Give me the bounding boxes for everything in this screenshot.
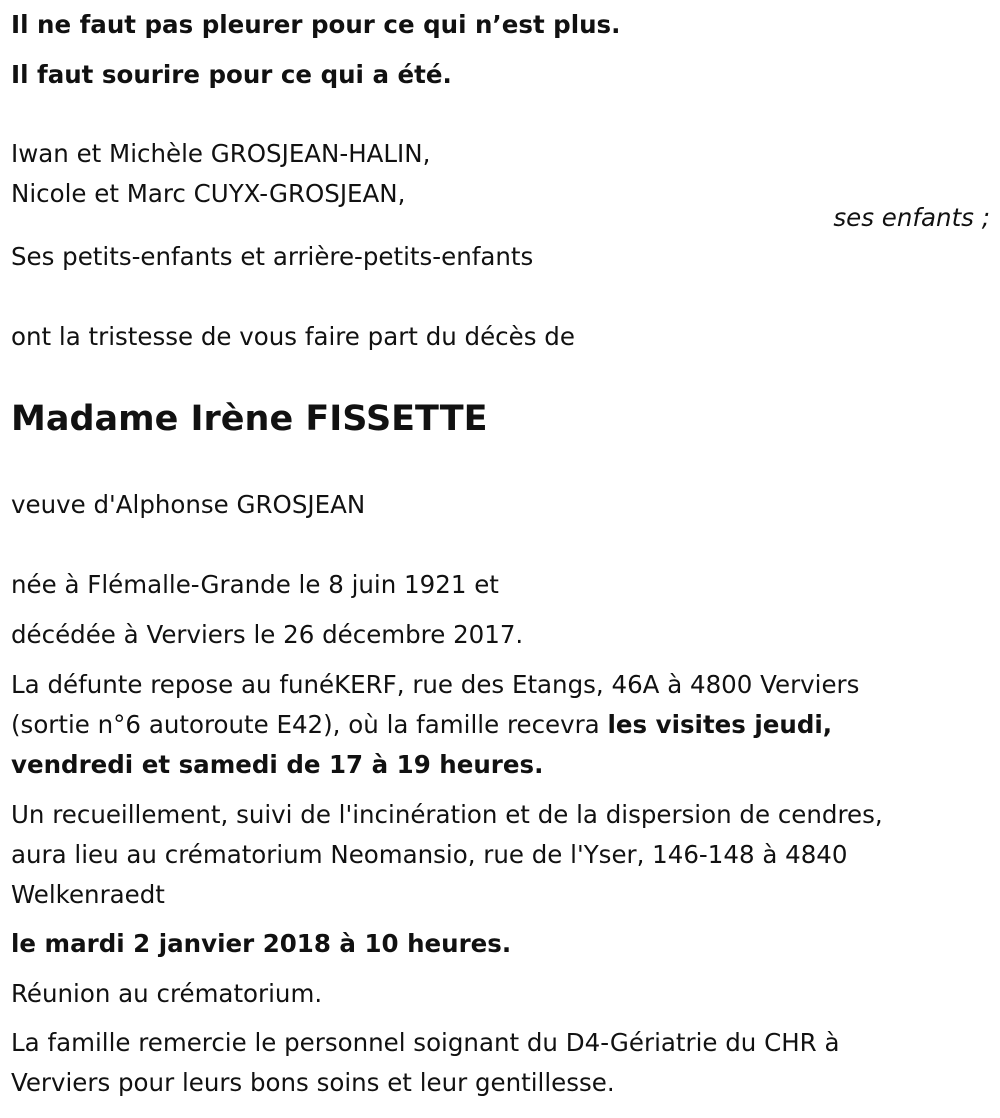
epigraph-line-1: Il ne faut pas pleurer pour ce qui n’est plus. bbox=[11, 10, 621, 39]
family-child-1: Iwan et Michèle GROSJEAN-HALIN, bbox=[11, 139, 431, 168]
children-role-label: ses enfants ; bbox=[833, 203, 990, 232]
widow-of: veuve d'Alphonse GROSJEAN bbox=[11, 490, 366, 519]
ceremony-line-1: Un recueillement, suivi de l'incinération et de la dispersion de cendres, bbox=[11, 800, 883, 829]
thanks-line-2: Verviers pour leurs bons soins et leur gentillesse. bbox=[11, 1068, 615, 1097]
ceremony-line-2: aura lieu au crématorium Neomansio, rue de l'Yser, 146-148 à 4840 bbox=[11, 840, 848, 869]
ceremony-line-3: Welkenraedt bbox=[11, 880, 165, 909]
family-grandchildren: Ses petits-enfants et arrière-petits-enfants bbox=[11, 242, 534, 271]
deceased-name: Madame Irène FISSETTE bbox=[11, 399, 488, 439]
rest-line-1: La défunte repose au funéKERF, rue des Etangs, 46A à 4800 Verviers bbox=[11, 670, 860, 699]
epigraph-line-2: Il faut sourire pour ce qui a été. bbox=[11, 60, 452, 89]
ceremony-date: le mardi 2 janvier 2018 à 10 heures. bbox=[11, 929, 512, 958]
thanks-line-1: La famille remercie le personnel soignant du D4-Gériatrie du CHR à bbox=[11, 1028, 840, 1057]
death-info: décédée à Verviers le 26 décembre 2017. bbox=[11, 620, 524, 649]
announcement-text: ont la tristesse de vous faire part du décès de bbox=[11, 322, 575, 351]
rest-line-2-normal: (sortie n°6 autoroute E42), où la famille recevra bbox=[11, 710, 608, 739]
birth-info: née à Flémalle-Grande le 8 juin 1921 et bbox=[11, 570, 499, 599]
visits-hours: vendredi et samedi de 17 à 19 heures. bbox=[11, 750, 544, 779]
rest-line-2 bbox=[11, 710, 832, 740]
family-child-2: Nicole et Marc CUYX-GROSJEAN, bbox=[11, 179, 406, 208]
ceremony-meeting: Réunion au crématorium. bbox=[11, 979, 323, 1008]
visits-days: les visites jeudi, bbox=[607, 710, 833, 739]
